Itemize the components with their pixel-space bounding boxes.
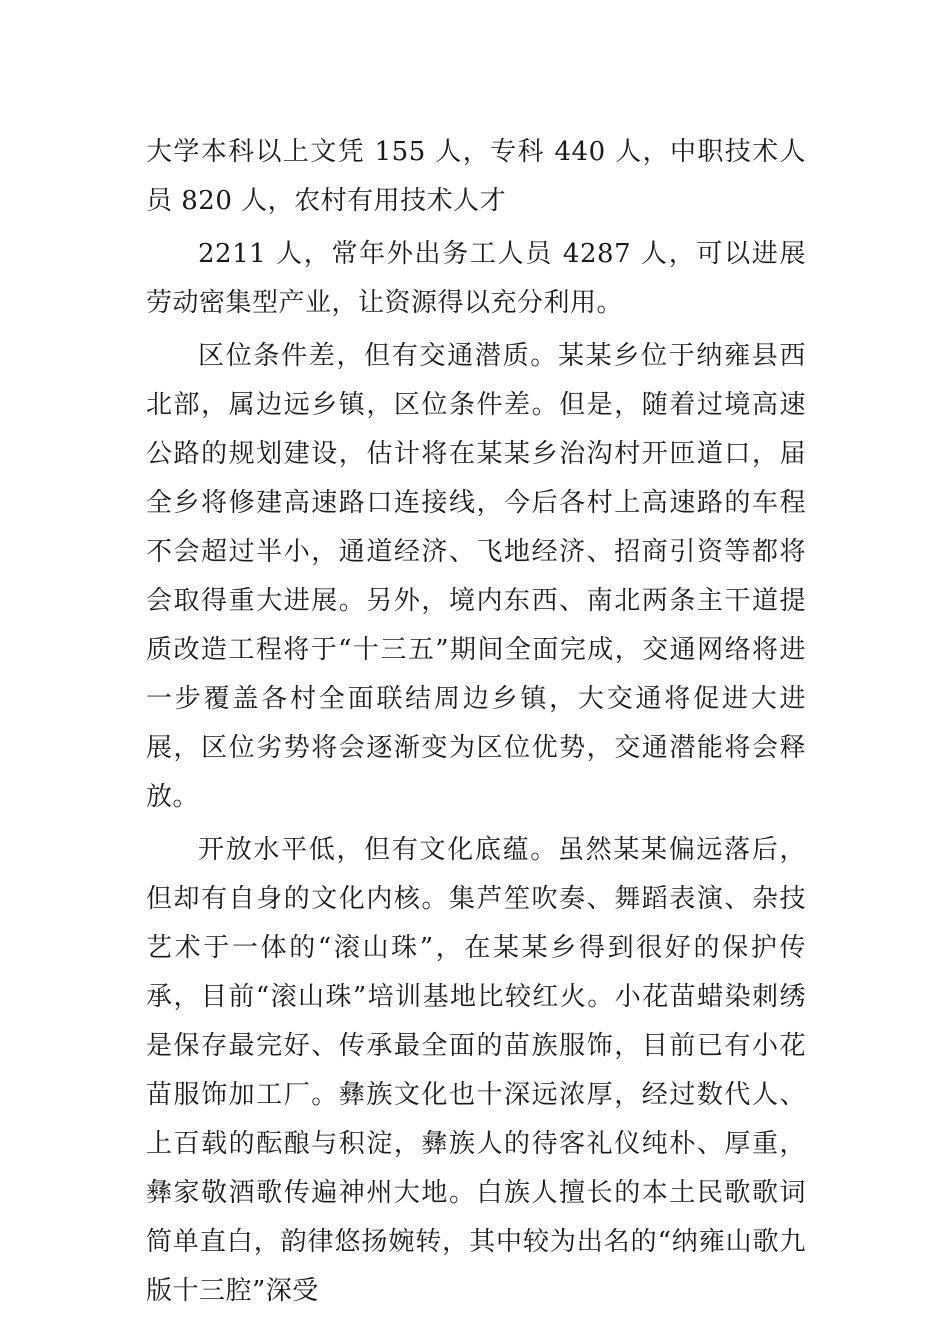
paragraph-4: 开放水平低，但有文化底蕴。虽然某某偏远落后，但却有自身的文化内核。集芦笙吹奏、舞蹈表演、杂技艺术于一体的“滚山珠”，在某某乡得到很好的保护传承，目前“滚山珠”培训基地比较红火。小花苗蜡染刺绣是保存最完好、传承最全面的苗族服饰，目前已有小花苗服饰加工厂。彝族文化也十深远浓厚，经过数代人、上百载的酝酿与积淀，彝族人的待客礼仪纯朴、厚重，彝家敬酒歌传遍神州大地。白族人擅长的本土民歌歌词简单直白，韵律悠扬婉转，其中较为出名的“纳雍山歌九版十三腔”深受 — [146, 835, 806, 1306]
paragraph-1: 大学本科以上文凭 155 人，专科 440 人，中职技术人员 820 人，农村有用技术人才 — [146, 137, 806, 216]
paragraph-3: 区位条件差，但有交通潜质。某某乡位于纳雍县西北部，属边远乡镇，区位条件差。但是，随着过境高速公路的规划建设，估计将在某某乡治沟村开匝道口，届全乡将修建高速路口连接线，今后各村上高速路的车程不会超过半小，通道经济、飞地经济、招商引资等都将会取得重大进展。另外，境内东西、南北两条主干道提质改造工程将于“十三五”期间全面完成，交通网络将进一步覆盖各村全面联结周边乡镇，大交通将促进大进展，区位劣势将会逐渐变为区位优势，交通潜能将会释放。 — [146, 341, 806, 812]
document-body — [146, 128, 806, 1316]
paragraph-2: 2211 人，常年外出务工人员 4287 人，可以进展劳动密集型产业，让资源得以充分利用。 — [146, 239, 806, 318]
